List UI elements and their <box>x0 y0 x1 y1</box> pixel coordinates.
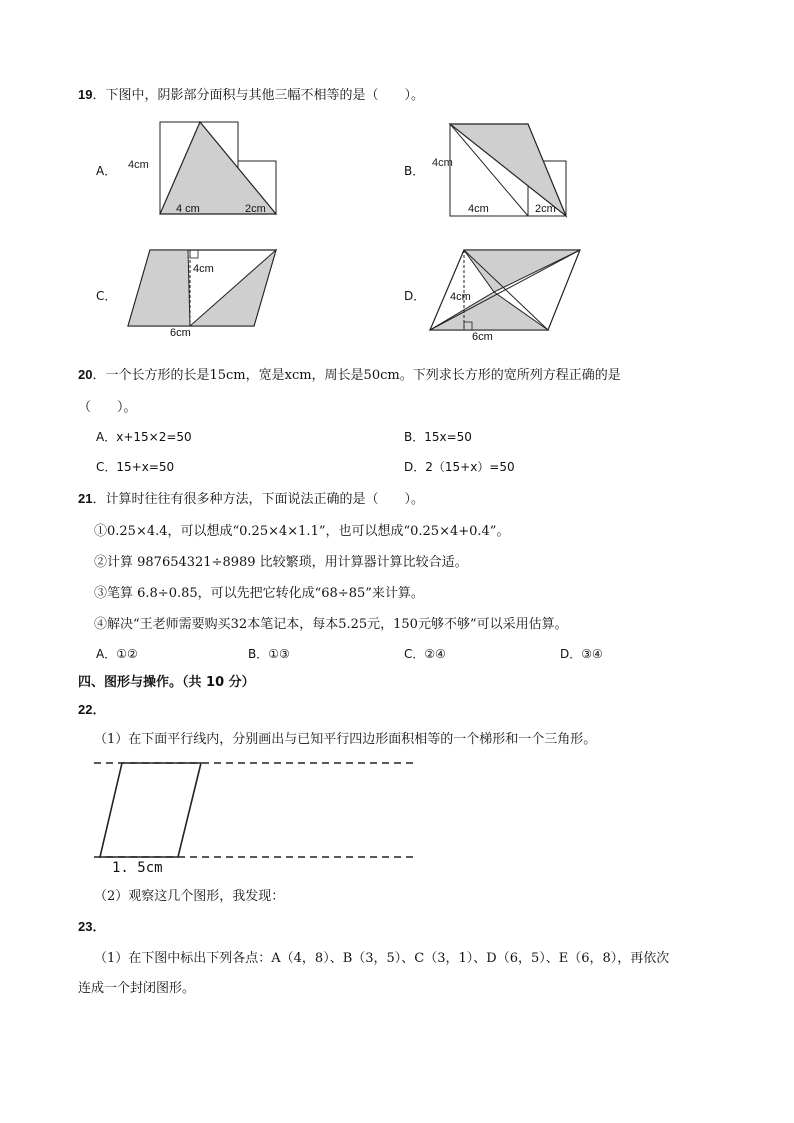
q19-d-base-label: 6cm <box>472 331 493 343</box>
q22-figure-label: 1. 5cm <box>112 860 163 876</box>
q20-option-c-text: 15+x=50 <box>116 460 175 474</box>
q20-stem <box>78 364 621 383</box>
q20-option-a[interactable] <box>96 428 192 445</box>
q19-stem <box>78 84 424 103</box>
q21-option-b-letter: B． <box>248 647 269 661</box>
q21-stem <box>78 488 424 507</box>
q19-a-bottom1-label: 4 cm <box>176 203 200 215</box>
q19-option-c-letter[interactable]: C． <box>96 289 117 303</box>
q20-text: ．一个长方形的长是15cm，宽是xcm，周长是50cm。下列求长方形的宽所列方程正确的是 <box>92 368 621 383</box>
q19-a-bottom2-label: 2cm <box>245 203 266 215</box>
q19-a-side-label: 4cm <box>128 159 149 171</box>
q19-b-side-label: 4cm <box>432 157 453 169</box>
q20-option-b-text: 15x=50 <box>424 430 472 444</box>
q19-b-bottom1-label: 4cm <box>468 203 489 215</box>
q21-item-3: ③笔算 6.8÷0.85，可以先把它转化成“68÷85”来计算。 <box>94 586 424 601</box>
q19-d-height-label: 4cm <box>450 291 471 303</box>
q19-text: ．下图中，阴影部分面积与其他三幅不相等的是（ ）。 <box>92 88 424 103</box>
q21-item-1: ①0.25×4.4，可以想成“0.25×4×1.1”，也可以想成“0.25×4+0.4”。 <box>94 524 510 539</box>
q22-parallel-lines-figure <box>92 756 416 866</box>
q21-item-2: ②计算 987654321÷8989 比较繁琐，用计算器计算比较合适。 <box>94 555 468 570</box>
q19-number: 19 <box>78 87 93 102</box>
q21-number: 21 <box>78 491 93 506</box>
q20-number: 20 <box>78 367 93 382</box>
q20-option-a-letter: A． <box>96 430 117 444</box>
q22-number: 22． <box>78 702 106 717</box>
q21-option-c[interactable] <box>404 645 446 662</box>
q21-option-a-text: ①② <box>116 647 138 661</box>
q21-option-c-letter: C． <box>404 647 425 661</box>
q19-figure-b <box>430 118 580 220</box>
q22-part2: （2）观察这几个图形，我发现： <box>94 889 285 904</box>
q20-option-b-letter: B． <box>404 430 425 444</box>
q20-option-d-letter: D． <box>404 460 426 474</box>
q19-option-d-letter[interactable]: D． <box>404 289 426 303</box>
q19-figure-c <box>126 246 286 330</box>
q19-figure-d <box>428 246 588 332</box>
q20-option-d[interactable] <box>404 458 515 475</box>
q21-option-d[interactable] <box>560 645 603 662</box>
q23-part1-line2: 连成一个封闭图形。 <box>78 981 196 996</box>
q19-b-bottom2-label: 2cm <box>535 203 556 215</box>
q21-option-b-text: ①③ <box>268 647 290 661</box>
q21-text: ．计算时往往有很多种方法，下面说法正确的是（ ）。 <box>92 492 424 507</box>
q20-option-a-text: x+15×2=50 <box>116 430 192 444</box>
q19-c-height-label: 4cm <box>193 263 214 275</box>
q21-option-b[interactable] <box>248 645 290 662</box>
q20-option-c-letter: C． <box>96 460 117 474</box>
q21-option-d-letter: D． <box>560 647 582 661</box>
q20-stem-line2: （ ）。 <box>78 400 137 415</box>
q21-item-4: ④解决“王老师需要购买32本笔记本，每本5.25元，150元够不够”可以采用估算。 <box>94 617 568 632</box>
q19-option-a-letter[interactable]: A． <box>96 164 117 178</box>
q21-option-a-letter: A． <box>96 647 117 661</box>
q20-option-c[interactable] <box>96 458 174 475</box>
q21-option-c-text: ②④ <box>424 647 446 661</box>
q20-option-b[interactable] <box>404 428 472 445</box>
q19-c-base-label: 6cm <box>170 327 191 339</box>
section-4-title: 四、图形与操作。（共 10 分） <box>78 675 255 690</box>
q20-option-d-text: 2（15+x）=50 <box>425 460 515 474</box>
q22-part1: （1）在下面平行线内，分别画出与已知平行四边形面积相等的一个梯形和一个三角形。 <box>94 732 597 747</box>
q21-option-a[interactable] <box>96 645 138 662</box>
q19-option-b-letter[interactable]: B． <box>404 164 425 178</box>
q23-number: 23． <box>78 919 106 934</box>
q23-part1-line1: （1）在下图中标出下列各点：A（4，8）、B（3，5）、C（3，1）、D（6，5）、E（6，8），再依次 <box>94 951 670 966</box>
q21-option-d-text: ③④ <box>581 647 603 661</box>
